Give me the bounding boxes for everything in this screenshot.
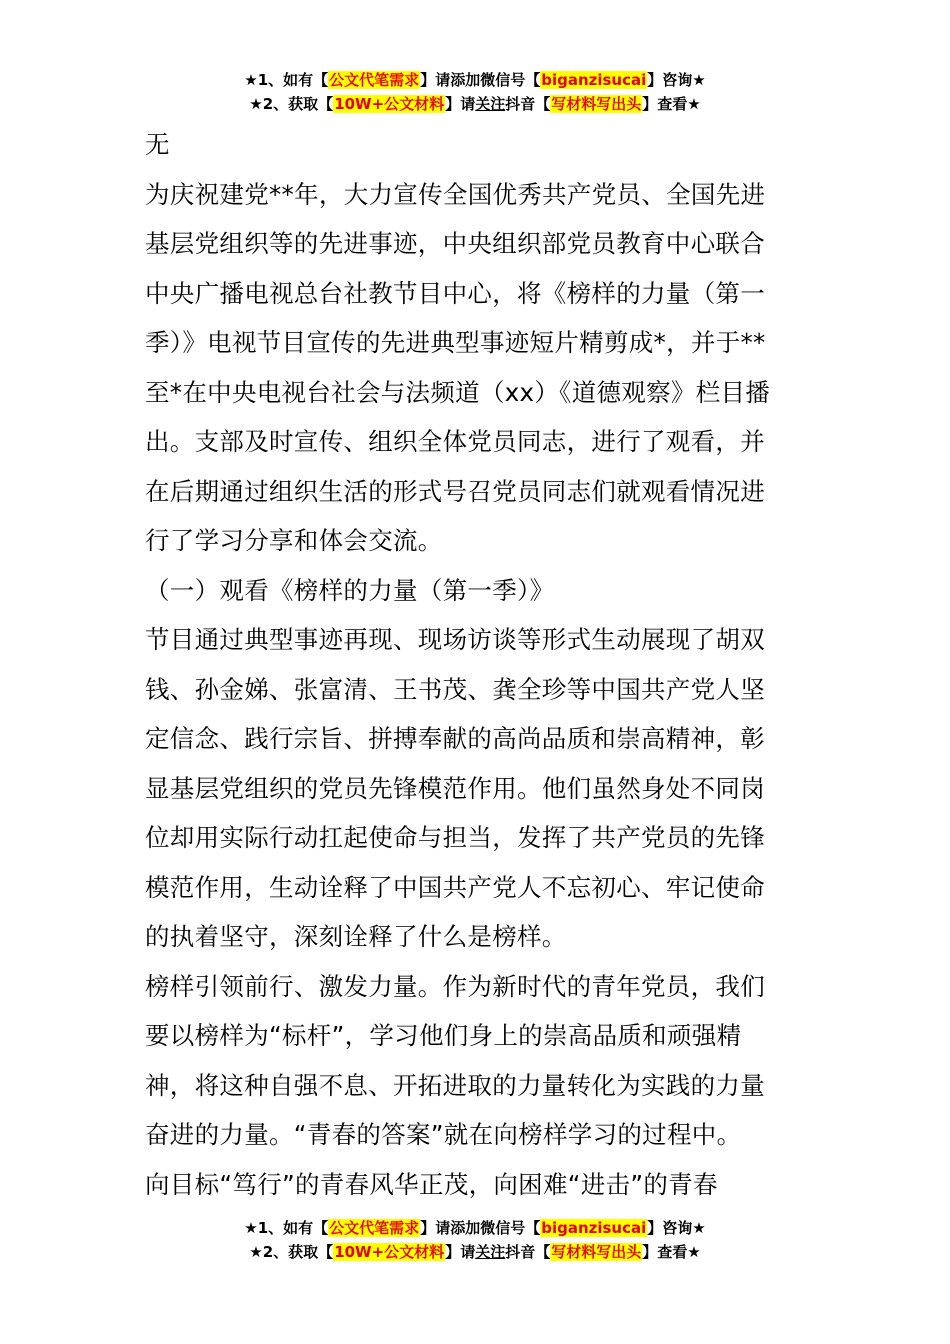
body-line: 榜样引领前行、激发力量。作为新时代的青年党员，我们 [145,971,765,1001]
footer-line-2-middle-a: 】请 [445,1243,476,1261]
body-line: 向目标“笃行”的青春风华正茂，向困难“进击”的青春 [145,1169,718,1199]
header-line-2-prefix: ★2、获取【 [249,95,334,113]
footer-line-1-prefix: ★1、如有【 [244,1219,329,1237]
header-line-2-middle-a: 】请 [445,95,476,113]
body-line: 位却用实际行动扛起使命与担当，发挥了共产党员的先锋 [145,823,765,852]
header-follow-underlined: 关注 [475,95,506,113]
footer-follow-underlined: 关注 [475,1243,506,1261]
header-line-1-middle: 】请添加微信号【 [420,71,541,89]
footer-banner [0,1216,950,1264]
footer-line-1 [0,1216,950,1240]
body-line: 的执着坚守，深刻诠释了什么是榜样。 [145,922,567,951]
body-line: 要以榜样为“标杆”，学习他们身上的崇高品质和顽强精 [145,1021,742,1050]
body-line: 显基层党组织的党员先锋模范作用。他们虽然身处不同岗 [145,773,765,803]
footer-line-2-prefix: ★2、获取【 [249,1243,334,1261]
footer-highlight-materials: 10W+公文材料 [334,1243,445,1261]
body-line: 节目通过典型事迹再现、现场访谈等形式生动展现了胡双 [145,625,765,654]
header-line-2-suffix: 】查看★ [642,95,701,113]
header-line-1 [0,68,950,92]
header-highlight-douyin: 写材料写出头 [551,95,642,113]
header-highlight-wechat-id: biganzisucai [541,71,647,89]
body-line: 至*在中央电视台社会与法频道（xx）《道德观察》栏目播 [145,377,771,407]
footer-line-2-suffix: 】查看★ [642,1243,701,1261]
header-banner [0,68,950,116]
header-line-1-prefix: ★1、如有【 [244,71,329,89]
footer-highlight-wechat-id: biganzisucai [541,1219,647,1237]
body-line: 基层党组织等的先进事迹，中央组织部党员教育中心联合 [145,229,765,258]
body-line: 季）》电视节目宣传的先进典型事迹短片精剪成*，并于** [145,328,766,357]
body-line: 钱、孙金娣、张富清、王书茂、龚全珍等中国共产党人坚 [145,674,765,704]
body-line: 定信念、践行宗旨、拼搏奉献的高尚品质和崇高精神，彰 [145,724,765,753]
header-highlight-service: 公文代笔需求 [329,71,420,89]
body-line: 出。支部及时宣传、组织全体党员同志，进行了观看，并 [145,427,765,456]
body-line: 为庆祝建党**年，大力宣传全国优秀共产党员、全国先进 [145,179,766,209]
footer-line-1-middle: 】请添加微信号【 [420,1219,541,1237]
body-line: 神，将这种自强不息、开拓进取的力量转化为实践的力量 [145,1070,765,1100]
body-line: 中央广播电视总台社教节目中心，将《榜样的力量（第一 [145,278,765,308]
header-line-2 [0,92,950,116]
footer-line-2 [0,1240,950,1264]
body-line: 在后期通过组织生活的形式号召党员同志们就观看情况进 [145,476,765,506]
body-line: 无 [145,130,170,159]
footer-line-2-middle-b: 抖音【 [505,1243,551,1261]
footer-highlight-douyin: 写材料写出头 [551,1243,642,1261]
body-line: 模范作用，生动诠释了中国共产党人不忘初心、牢记使命 [145,872,765,902]
body-line: 行了学习分享和体会交流。 [145,526,443,555]
header-highlight-materials: 10W+公文材料 [334,95,445,113]
footer-line-1-suffix: 】咨询★ [647,1219,706,1237]
header-line-2-middle-b: 抖音【 [505,95,551,113]
document-body [145,120,815,1209]
footer-highlight-service: 公文代笔需求 [329,1219,420,1237]
section-heading: （一）观看《榜样的力量（第一季）》 [145,575,555,605]
header-line-1-suffix: 】咨询★ [647,71,706,89]
body-line: 奋进的力量。“青春的答案”就在向榜样学习的过程中。 [145,1120,742,1149]
